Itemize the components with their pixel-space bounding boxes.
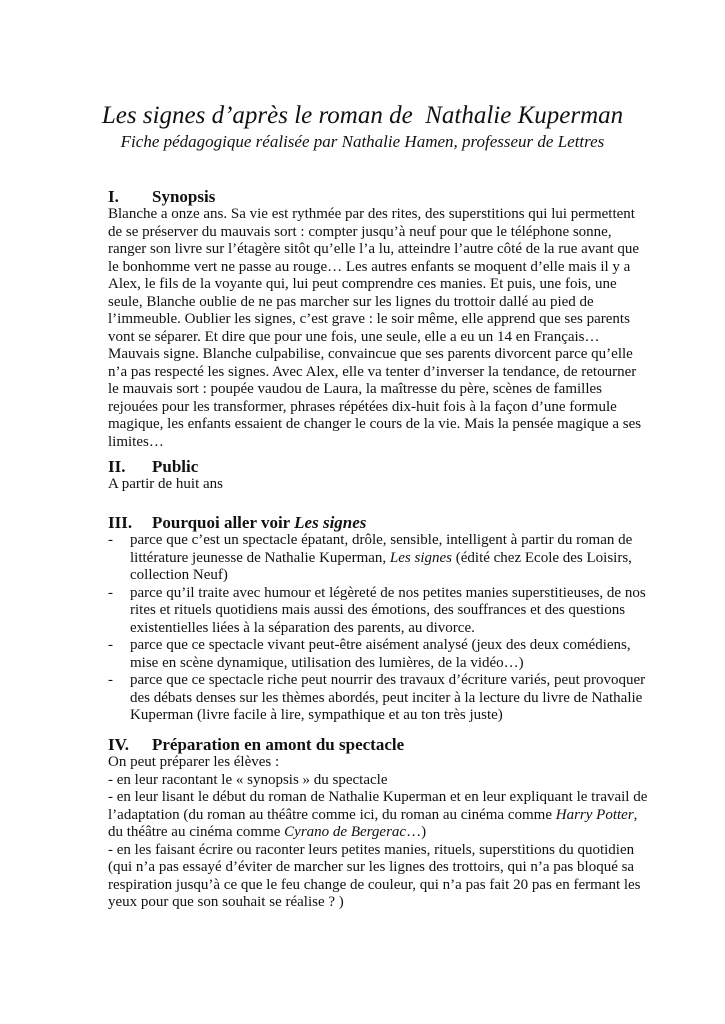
section-title: Pourquoi aller voir <box>152 513 295 532</box>
public-paragraph <box>108 476 223 494</box>
section-number: III. <box>108 513 133 532</box>
text-line: Kuperman (livre facile à lire, sympathique et au ton très juste) <box>130 707 503 723</box>
text-line: l’adaptation (du roman au théâtre comme ici, du roman au cinéma comme Harry Potter, <box>108 806 638 823</box>
preparation-paragraph <box>108 754 647 912</box>
text-line: magique, les enfants essaient de changer le cours de la vie. Mais la pensée magique a ses <box>108 416 642 432</box>
text-line: de se préserver du mauvais sort : compter jusqu’à neuf pour que le téléphone sonne, <box>108 223 612 240</box>
text-line: le mauvais sort : poupée vaudou de Laura, la maîtresse du père, scènes de familles <box>108 381 602 397</box>
text-line: parce qu’il traite avec humour et légèreté de nos petites manies superstitieuses, de nos <box>130 584 646 601</box>
text-line: des débats denses sur les thèmes abordés, peut inciter à la lecture du livre de Nathalie <box>130 689 643 706</box>
section-heading-synopsis <box>108 187 215 207</box>
text-line: existentielles liées à la séparation des parents, au divorce. <box>130 619 475 636</box>
text-line: littérature jeunesse de Nathalie Kuperman, Les signes (édité chez Ecole des Loisirs, <box>130 549 632 566</box>
section-number: IV. <box>108 735 129 754</box>
text-line: Blanche a onze ans. Sa vie est rythmée par des rites, des superstitions qui lui permettent <box>108 206 635 222</box>
text-line: rites et rituels quotidiens mais aussi des émotions, des souffrances et des questions <box>130 602 626 618</box>
section-title: Synopsis <box>152 187 216 206</box>
text-line: - en leur lisant le début du roman de Nathalie Kuperman et en leur expliquant le travail de <box>108 789 648 805</box>
section-heading-preparation <box>108 735 404 755</box>
text-line: collection Neuf) <box>130 567 228 583</box>
text-line: le bonhomme vert ne passe au rouge… Les autres enfants se moquent d’elle mais il y a <box>108 258 631 275</box>
text-line: seule, Blanche oublie de ne pas marcher sur les lignes du trottoir dallé au pied de <box>108 293 594 310</box>
section-title-italic: Les signes <box>294 513 367 532</box>
list-item <box>108 637 646 672</box>
text-line: du théâtre au cinéma comme Cyrano de Bergerac…) <box>108 824 427 840</box>
text-line: limites… <box>108 433 164 450</box>
section-title: Préparation en amont du spectacle <box>152 735 405 754</box>
text-line: yeux pour que son souhait se réalise ? ) <box>108 894 344 910</box>
section-number: II. <box>108 457 126 476</box>
text-line: Mauvais signe. Blanche culpabilise, convaincue que ses parents divorcent parce qu’elle <box>108 346 633 362</box>
text-line: rejouées pour les transformer, phrases répétées dix-huit fois à la façon d’une formule <box>108 398 617 415</box>
bullet-dash: - <box>108 584 113 601</box>
play-title: Cyrano de Bergerac <box>284 824 407 840</box>
section-number: I. <box>108 187 119 206</box>
text-line: parce que c’est un spectacle épatant, drôle, sensible, intelligent à partir du roman de <box>130 532 633 548</box>
list-item <box>108 585 646 638</box>
document-subtitle: Fiche pédagogique réalisée par Nathalie Hamen, professeur de Lettres <box>120 132 605 151</box>
bullet-dash: - <box>108 672 113 688</box>
book-title: Les signes <box>389 549 452 566</box>
text-line: l’immeuble. Oublier les signes, c’est grave : le soir même, elle apprend que ses parents <box>108 311 630 327</box>
why-bullet-list <box>108 532 646 725</box>
text-line: A partir de huit ans <box>108 476 223 492</box>
section-heading-why <box>108 513 366 533</box>
text-line: respiration jusqu’à ce que le feu change de couleur, qui n’a pas fait 20 pas en fermant les <box>108 876 641 893</box>
text-line: - en les faisant écrire ou raconter leurs petites manies, rituels, superstitions du quotidien <box>108 841 635 858</box>
synopsis-paragraph <box>108 206 641 451</box>
bullet-dash: - <box>108 637 113 653</box>
text-line: vont se séparer. Et dire que pour une fois, une seule, elle a eu un 14 en Français… <box>108 328 600 345</box>
section-title: Public <box>152 457 199 476</box>
text-line: - en leur racontant le « synopsis » du spectacle <box>108 771 388 788</box>
text-line: parce que ce spectacle vivant peut-être aisément analysé (jeux des deux comédiens, <box>130 637 631 653</box>
text-line: ranger son livre sur l’étagère sitôt qu’elle l’a lu, atteindre l’autre côté de la rue avant que <box>108 241 640 257</box>
document-title: Les signes d’après le roman de Nathalie Kuperman <box>101 102 624 129</box>
film-title: Harry Potter <box>555 806 634 823</box>
text-line: On peut préparer les élèves : <box>108 754 280 770</box>
text-line: Alex, le fils de la voyante qui, lui peut comprendre ces manies. Et puis, une fois, une <box>108 276 617 292</box>
bullet-dash: - <box>108 532 113 548</box>
list-item <box>108 532 646 585</box>
text-line: (qui n’a pas essayé d’éviter de marcher sur les lignes des trottoirs, qui n’a pas bloqué sa <box>108 859 635 875</box>
section-heading-public <box>108 457 198 477</box>
list-item <box>108 672 646 725</box>
text-line: mise en scène dynamique, utilisation des lumières, de la vidéo…) <box>130 654 524 671</box>
text-line: parce que ce spectacle riche peut nourrir des travaux d’écriture variés, peut provoquer <box>130 672 646 688</box>
text-line: n’a pas respecté les signes. Avec Alex, elle va tenter d’inverser la tendance, de retourner <box>108 363 637 380</box>
